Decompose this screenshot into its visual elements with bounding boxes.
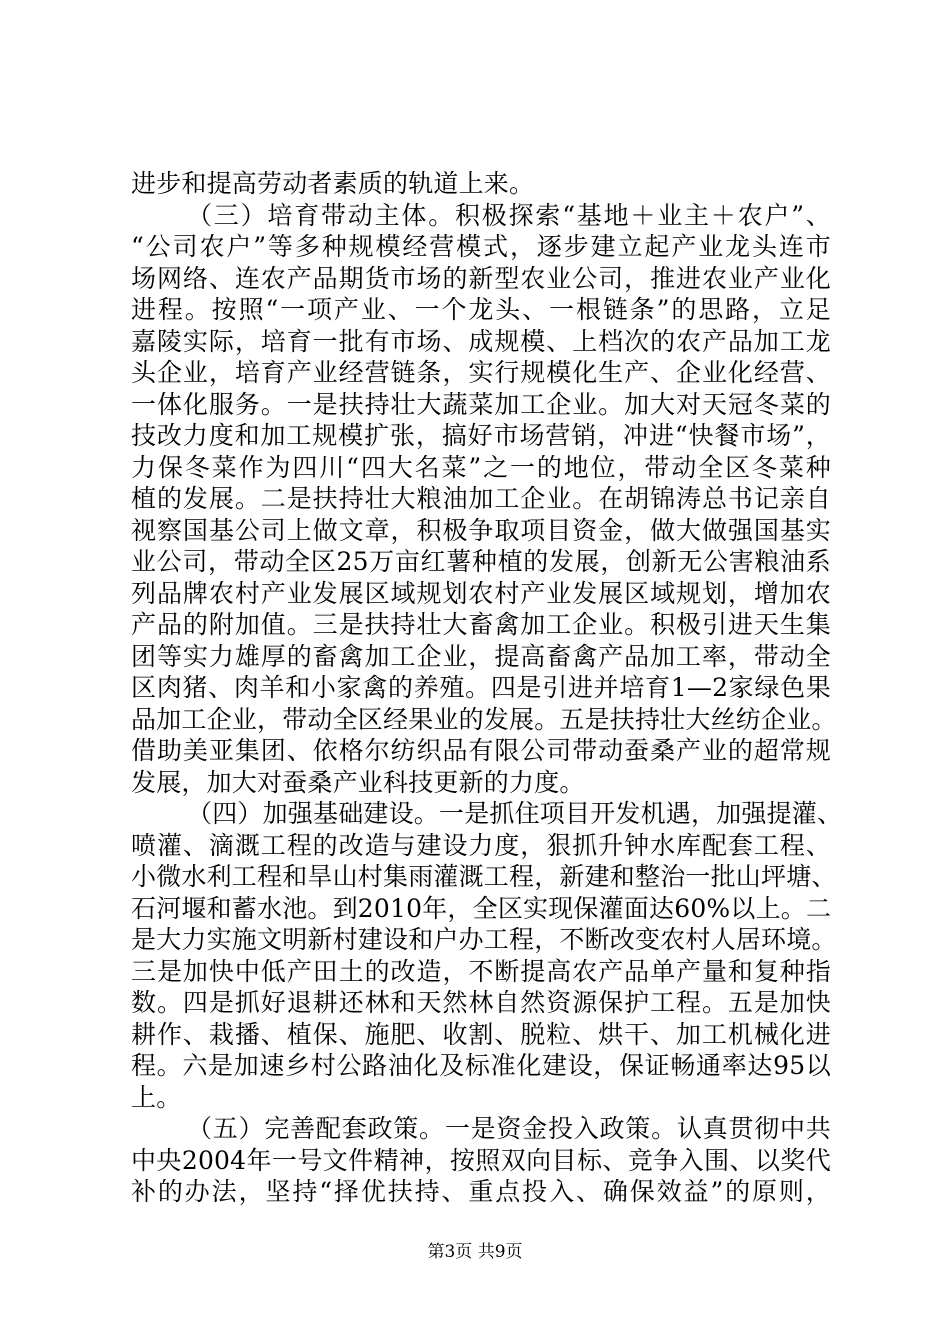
- text-line: 力保冬菜作为四川“四大名菜”之一的地位，带动全区冬菜种: [131, 452, 831, 482]
- text-line: （四）加强基础建设。一是抓住项目开发机遇，加强提灌、: [187, 799, 843, 828]
- text-line: 进程。按照“一项产业、一个龙头、一根链条”的思路，立足: [131, 295, 831, 324]
- text-line: 是大力实施文明新村建设和户办工程，不断改变农村人居环境。: [131, 925, 837, 954]
- text-line: 上。: [131, 1082, 182, 1112]
- text-line: 场网络、连农产品期货市场的新型农业公司，推进农业产业化: [131, 263, 831, 293]
- text-line: （三）培育带动主体。积极探索“基地＋业主＋农户”、: [187, 200, 831, 230]
- text-line: 进步和提高劳动者素质的轨道上来。: [131, 169, 535, 198]
- text-line: 数。四是抓好退耕还林和天然林自然资源保护工程。五是加快: [131, 988, 831, 1017]
- text-line: 产品的附加值。三是扶持壮大畜禽加工企业。积极引进天生集: [131, 610, 831, 639]
- text-line: 头企业，培育产业经营链条，实行规模化生产、企业化经营、: [131, 358, 831, 387]
- text-line: 技改力度和加工规模扩张，搞好市场营销，冲进“快餐市场”，: [131, 421, 831, 450]
- text-line: 一体化服务。一是扶持壮大蔬菜加工企业。加大对天冠冬菜的: [131, 389, 831, 419]
- text-line: 品加工企业，带动全区经果业的发展。五是扶持壮大丝纺企业。: [131, 704, 837, 734]
- text-line: 程。六是加速乡村公路油化及标准化建设，保证畅通率达95以: [131, 1051, 831, 1080]
- text-line: 石河堰和蓄水池。到2010年，全区实现保灌面达60%以上。二: [131, 893, 832, 923]
- text-line: “公司农户”等多种规模经营模式，逐步建立起产业龙头连市: [131, 232, 831, 261]
- text-line: 列品牌农村产业发展区域规划农村产业发展区域规划，增加农: [131, 578, 831, 608]
- text-line: 耕作、栽播、植保、施肥、收割、脱粒、烘干、加工机械化进: [131, 1019, 831, 1049]
- text-line: （五）完善配套政策。一是资金投入政策。认真贯彻中共: [187, 1114, 831, 1143]
- text-line: 嘉陵实际，培育一批有市场、成规模、上档次的农产品加工龙: [131, 326, 831, 356]
- text-line: 区肉猪、肉羊和小家禽的养殖。四是引进并培育1—2家绿色果: [131, 673, 831, 702]
- document-body: [131, 168, 843, 1208]
- text-line: 三是加快中低产田土的改造，不断提高农产品单产量和复种指: [131, 956, 831, 986]
- text-line: 中央2004年一号文件精神，按照双向目标、竞争入围、以奖代: [131, 1145, 831, 1175]
- text-line: 视察国基公司上做文章，积极争取项目资金，做大做强国基实: [131, 515, 831, 545]
- text-line: 借助美亚集团、依格尔纺织品有限公司带动蚕桑产业的超常规: [131, 736, 831, 765]
- page-number: 第3页 共9页: [427, 1242, 523, 1262]
- text-line: 小微水利工程和旱山村集雨灌溉工程，新建和整治一批山坪塘、: [131, 862, 837, 891]
- text-line: 业公司，带动全区25万亩红薯种植的发展，创新无公害粮油系: [131, 547, 831, 576]
- text-line: 团等实力雄厚的畜禽加工企业，提高畜禽产品加工率，带动全: [131, 641, 831, 671]
- text-line: 喷灌、滴溉工程的改造与建设力度，狠抓升钟水库配套工程、: [131, 830, 831, 860]
- text-line: 发展，加大对蚕桑产业科技更新的力度。: [131, 767, 585, 797]
- text-line: 植的发展。二是扶持壮大粮油加工企业。在胡锦涛总书记亲自: [131, 484, 831, 513]
- text-line: 补的办法，坚持“择优扶持、重点投入、确保效益”的原则，: [131, 1177, 831, 1206]
